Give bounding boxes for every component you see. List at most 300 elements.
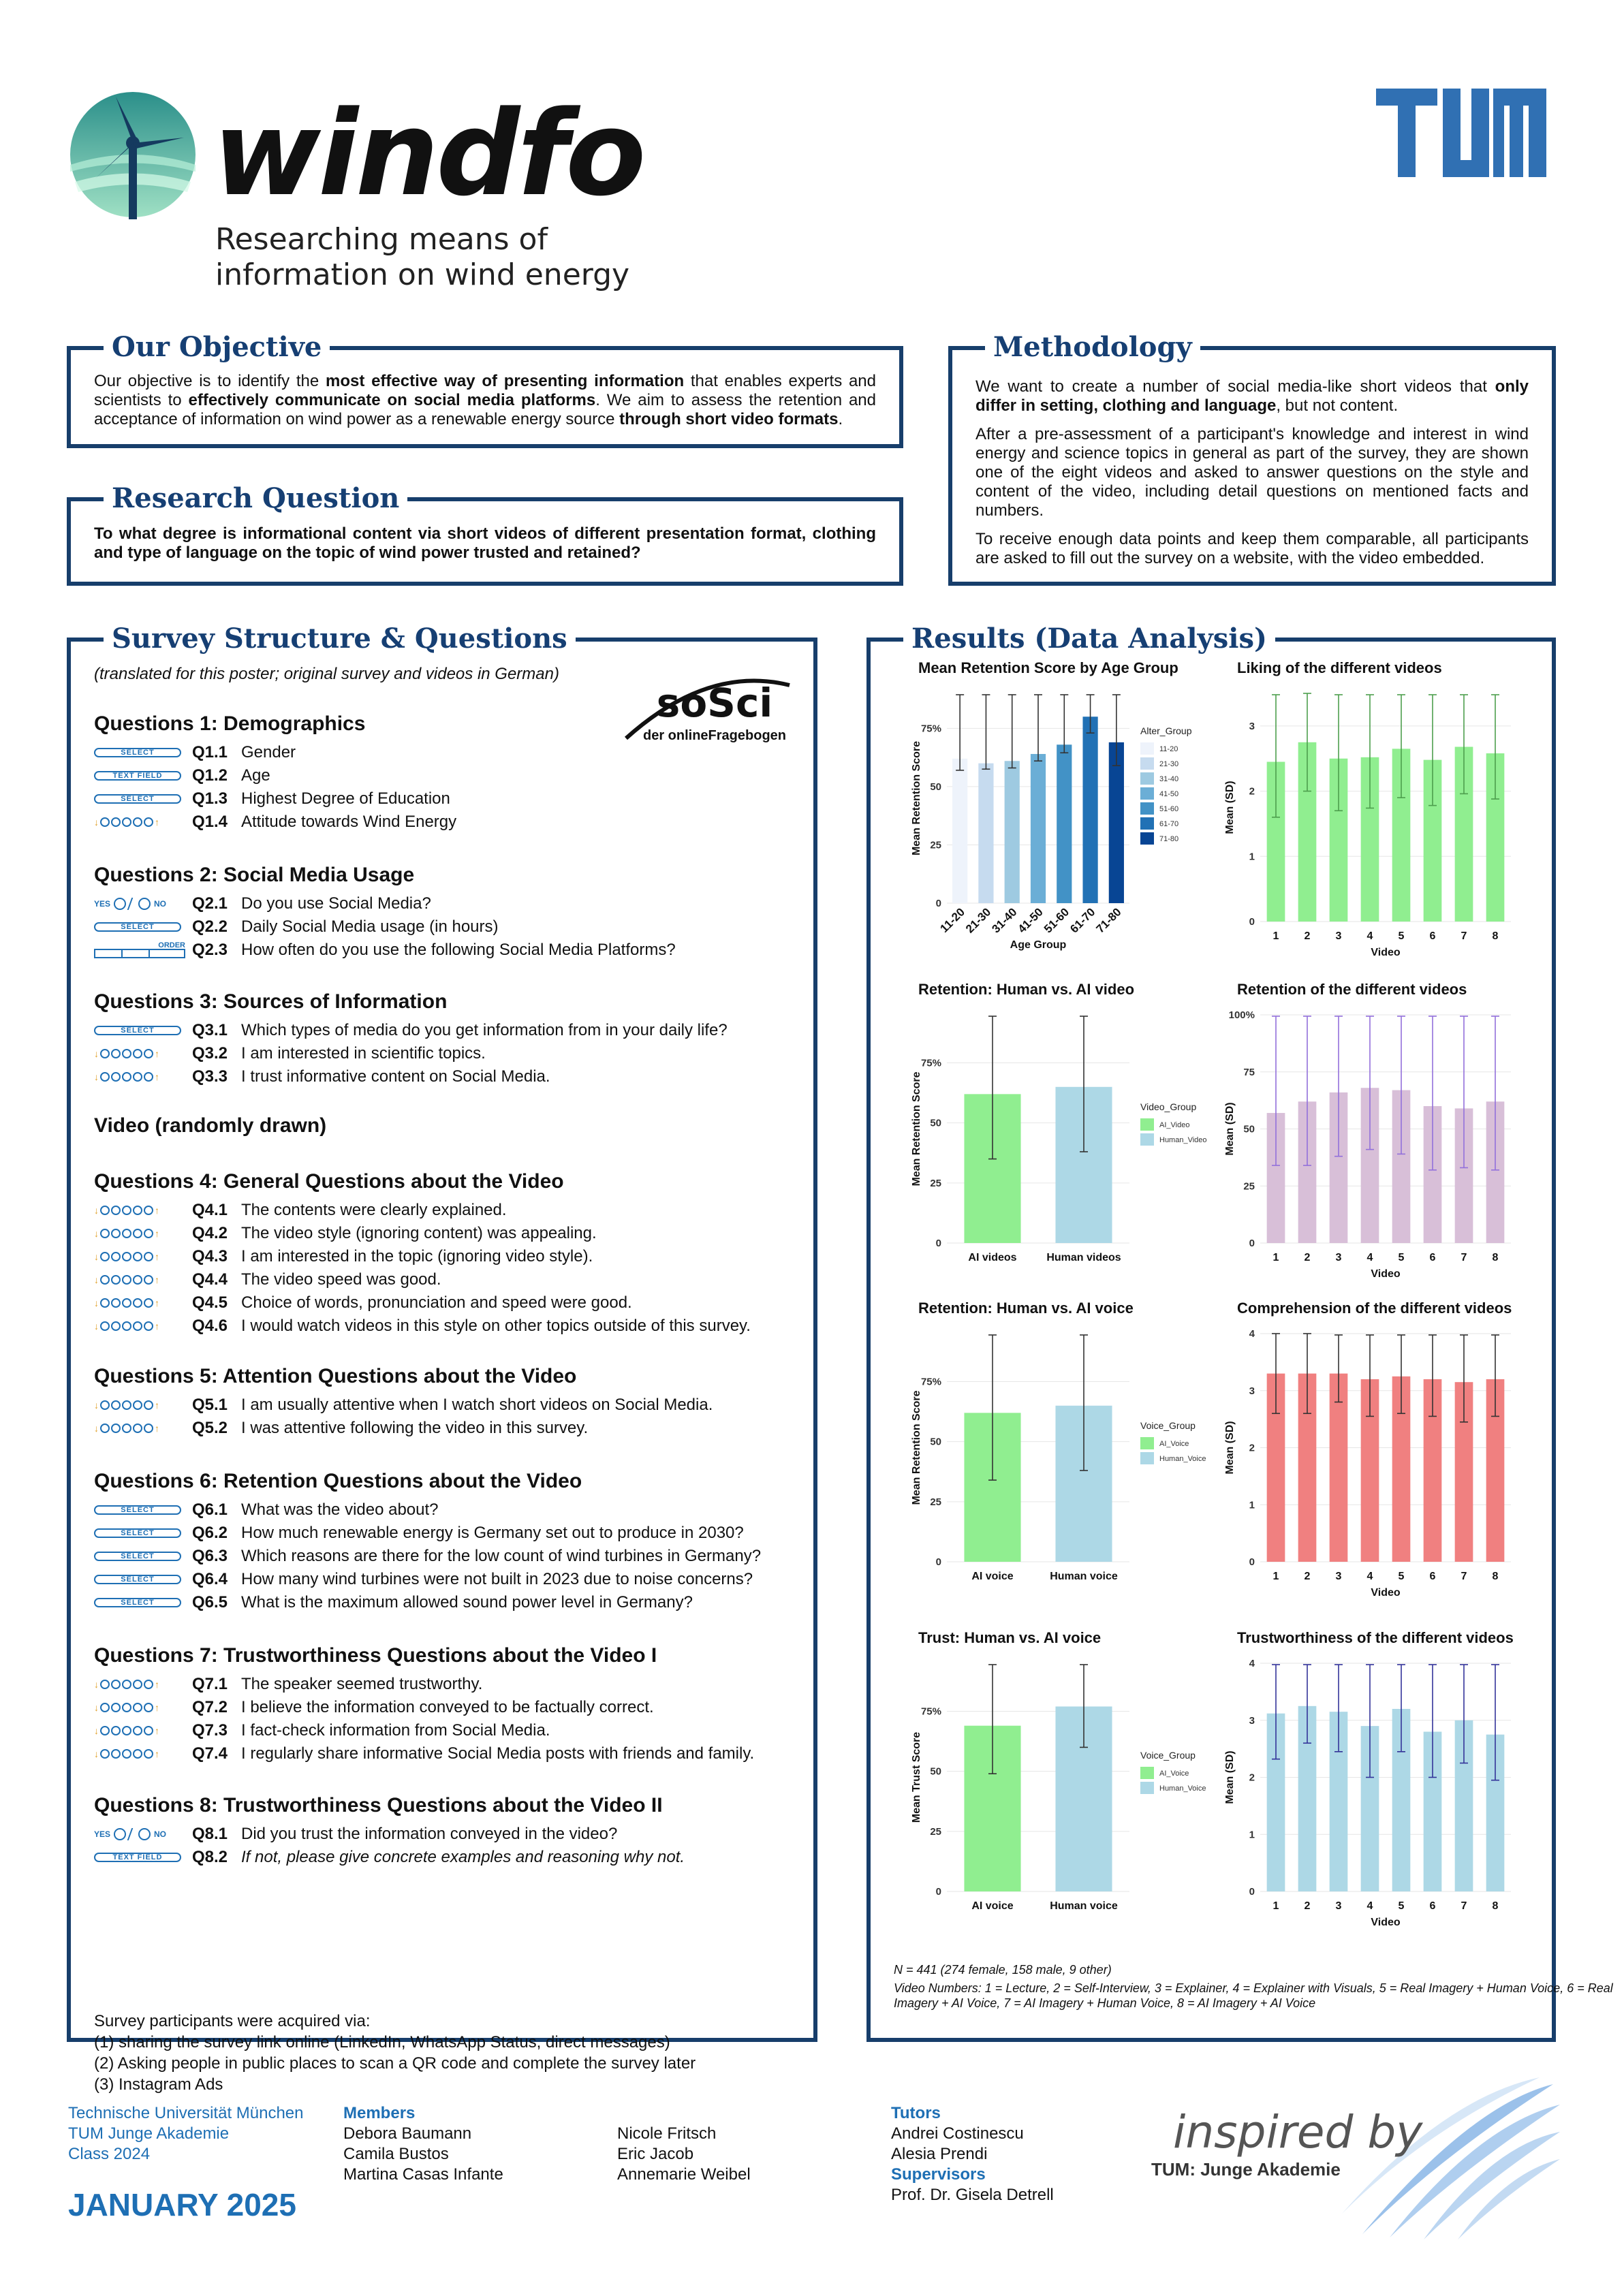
question-text: I regularly share informative Social Media posts with friends and family. [241,1744,755,1763]
x-tick-label: 5 [1398,930,1405,942]
footer-tutors: Tutors Andrei Costinescu Alesia Prendi Supervisors Prof. Dr. Gisela Detrell [891,2104,1054,2204]
legend-label: AI_Voice [1159,1440,1189,1448]
chart-svg [1218,981,1521,1280]
select-icon: SELECT [94,1501,189,1519]
y-axis-label: Mean (SD) [1224,1102,1236,1156]
select-icon: SELECT [94,744,189,761]
question-text: I believe the information conveyed to be factually correct. [241,1698,654,1716]
question-row [94,1222,802,1245]
x-tick-label: 4 [1367,930,1373,942]
question-row [94,939,802,962]
x-tick-label: AI voice [971,1571,1014,1582]
question-row [94,915,802,939]
select-icon: SELECT [94,1547,189,1565]
section-heading: Questions 1: Demographics [94,712,366,735]
question-text: Daily Social Media usage (in hours) [241,917,499,936]
x-tick-label: 7 [1461,1252,1467,1263]
x-tick-label: 5 [1398,1900,1405,1912]
windfo-logo-icon [68,90,198,219]
question-row [94,1417,802,1440]
chart-ret_voice [905,1300,1208,1599]
chart-title: Retention of the different videos [1237,981,1467,998]
question-id: Q3.3 [192,1067,228,1086]
section-heading: Questions 2: Social Media Usage [94,864,415,886]
acquisition-line: (1) sharing the survey link online (LinkedIn, WhatsApp Status, direct messages) [94,2033,670,2051]
chart-svg [1218,1629,1521,1929]
legend-swatch [1140,742,1154,755]
x-tick-label: 7 [1461,1900,1467,1912]
legend-swatch [1140,1118,1154,1131]
inspired-by-text: inspired by [1173,2106,1423,2158]
question-id: Q7.3 [192,1721,228,1740]
likert-scale-icon: ↓ ↑ [94,1702,159,1713]
x-tick-label: 51-60 [1041,905,1072,936]
bar [1005,761,1020,903]
question-row [94,1696,802,1719]
results-footnote-videos: Video Numbers: 1 = Lecture, 2 = Self-Interview, 3 = Explainer, 4 = Explainer with Visuals, 5 = Real Imagery + Human Voice, 6 = Real Imagery + AI Voice, 7 = AI Imagery + Human Voice, 8 = AI Imagery + AI Voice [894,1981,1613,2010]
question-row [94,1019,802,1042]
chart-age [905,659,1208,959]
text-field-icon: TEXT FIELD [94,1849,189,1866]
y-axis-label: Mean (SD) [1224,1421,1236,1475]
likert-scale-icon: ↓ ↑ [94,1071,159,1082]
brand-name: windfo [213,85,644,222]
question-id: Q6.4 [192,1570,228,1588]
y-tick-label: 1 [1249,1829,1255,1841]
x-tick-label: 4 [1367,1571,1373,1582]
legend-label: Human_Voice [1159,1455,1206,1463]
question-id: Q7.4 [192,1744,228,1763]
chart-trustworthiness [1218,1629,1521,1929]
x-tick-label: 3 [1335,1252,1342,1263]
question-text: I am usually attentive when I watch short videos on Social Media. [241,1396,713,1414]
methodology-text: We want to create a number of social media-like short videos that only differ in setting, clothing and language, but not content. After a pre-assessment of a participant's knowledge and interest in wind energy and science topics in general as part of the survey, they are shown one of the eight videos and asked to answer questions on the style and content of the video, including detail questions on mentioned facts and numbers. To receive enough data points and keep them comparable, all participants are asked to fill out the survey on a website, with the video embedded. [975,377,1529,567]
x-tick-label: Human videos [1046,1252,1121,1263]
section-heading: Questions 3: Sources of Information [94,990,448,1013]
question-row [94,1394,802,1417]
svg-text:ORDER: ORDER [158,941,185,949]
question-row [94,764,802,787]
x-tick-label: AI voice [971,1900,1014,1912]
legend-label: AI_Video [1159,1121,1190,1129]
research-question-box [67,482,903,586]
svg-text:der onlineFragebogen: der onlineFragebogen [642,728,787,743]
question-id: Q4.1 [192,1201,228,1219]
inspired-by-org: TUM: Junge Akademie [1151,2159,1341,2180]
likert-scale-icon: ↓ ↑ [94,1679,159,1690]
bar [952,759,967,903]
chart-title: Retention: Human vs. AI video [918,981,1135,998]
y-tick-label: 0 [935,1238,941,1249]
chart-trust_voice [905,1629,1208,1929]
x-tick-label: 4 [1367,1252,1373,1263]
y-tick-label: 50 [930,1436,941,1448]
question-text: The speaker seemed trustworthy. [241,1675,483,1693]
x-tick-label: 1 [1272,930,1279,942]
section-heading: Questions 8: Trustworthiness Questions about the Video II [94,1794,663,1817]
y-tick-label: 0 [1249,1886,1255,1898]
y-axis-label: Mean Retention Score [911,1071,922,1186]
research-question-title: Research Question [104,481,407,516]
question-id: Q4.6 [192,1317,228,1335]
x-tick-label: Human voice [1050,1900,1118,1912]
question-id: Q8.2 [192,1848,228,1866]
x-tick-label: 3 [1335,1571,1342,1582]
y-tick-label: 0 [1249,1556,1255,1568]
chart-title: Trustworthiness of the different videos [1237,1629,1514,1646]
x-tick-label: 5 [1398,1571,1405,1582]
x-tick-label: 1 [1272,1900,1279,1912]
question-text: I am interested in the topic (ignoring video style). [241,1247,593,1265]
y-tick-label: 50 [930,1117,941,1129]
legend-swatch [1140,1782,1154,1794]
question-row [94,1522,802,1545]
y-tick-label: 75% [920,1057,941,1069]
acquisition-line: (2) Asking people in public places to scan a QR code and complete the survey later [94,2054,696,2073]
legend-label: Human_Voice [1159,1784,1206,1793]
survey-box [67,623,817,2094]
y-tick-label: 100% [1228,1009,1255,1021]
x-tick-label: 41-50 [1015,905,1046,936]
survey-note: (translated for this poster; original survey and videos in German) [94,665,559,683]
acquisition-line: Survey participants were acquired via: [94,2012,371,2030]
chart-title: Mean Retention Score by Age Group [918,659,1178,676]
x-tick-label: 2 [1304,930,1311,942]
question-text: Which reasons are there for the low count of wind turbines in Germany? [241,1547,762,1565]
x-tick-label: AI videos [968,1252,1017,1263]
question-text: Highest Degree of Education [241,789,450,808]
likert-scale-icon: ↓ ↑ [94,1748,159,1759]
legend-label: 61-70 [1159,820,1179,828]
y-tick-label: 3 [1249,720,1255,732]
question-row [94,1042,802,1065]
question-text: Choice of words, pronunciation and speed were good. [241,1293,632,1312]
question-text: Gender [241,743,296,761]
chart-title: Trust: Human vs. AI voice [918,1629,1102,1646]
y-tick-label: 75% [920,723,941,735]
y-tick-label: 0 [935,1556,941,1568]
select-icon: SELECT [94,1594,189,1611]
x-tick-label: 2 [1304,1900,1311,1912]
legend-swatch [1140,832,1154,845]
question-text: If not, please give concrete examples and reasoning why not. [241,1848,685,1866]
question-row [94,811,802,834]
y-tick-label: 2 [1249,1772,1255,1784]
legend-swatch [1140,1437,1154,1449]
tagline-line-2: information on wind energy [215,257,630,292]
section-heading: Questions 5: Attention Questions about the Video [94,1365,577,1387]
question-text: I am interested in scientific topics. [241,1044,486,1063]
sosci-logo-icon [612,672,803,746]
question-text: I trust informative content on Social Media. [241,1067,550,1086]
chart-title: Comprehension of the different videos [1237,1300,1512,1317]
legend-label: 71-80 [1159,835,1179,843]
question-row [94,1291,802,1315]
question-id: Q4.2 [192,1224,228,1242]
legend-title: Voice_Group [1140,1750,1196,1761]
legend-title: Alter_Group [1140,725,1192,736]
select-icon: SELECT [94,1022,189,1039]
x-tick-label: 1 [1272,1571,1279,1582]
y-tick-label: 25 [930,1177,941,1189]
legend-swatch [1140,802,1154,815]
question-id: Q2.1 [192,894,228,913]
question-id: Q5.1 [192,1396,228,1414]
y-tick-label: 25 [930,1496,941,1508]
y-axis-label: Mean Retention Score [911,1390,922,1505]
question-row [94,1591,802,1614]
question-text: How many wind turbines were not built in 2023 due to noise concerns? [241,1570,753,1588]
question-row [94,892,802,915]
question-row [94,1673,802,1696]
question-id: Q4.4 [192,1270,228,1289]
chart-liking [1218,659,1521,959]
question-id: Q4.3 [192,1247,228,1265]
question-id: Q7.1 [192,1675,228,1693]
bar [1057,744,1072,903]
question-id: Q2.2 [192,917,228,936]
y-tick-label: 75% [920,1376,941,1388]
legend-swatch [1140,787,1154,800]
bar [978,764,993,903]
y-tick-label: 50 [930,781,941,793]
chart-svg [905,1300,1208,1599]
x-tick-label: 6 [1429,930,1436,942]
question-text: Did you trust the information conveyed in the video? [241,1825,618,1843]
acquisition-text [94,2011,696,2095]
question-row [94,1568,802,1591]
question-id: Q7.2 [192,1698,228,1716]
methodology-title: Methodology [985,330,1200,365]
likert-scale-icon: ↓ ↑ [94,1048,159,1059]
likert-scale-icon: ↓ ↑ [94,1205,159,1216]
legend-label: 21-30 [1159,760,1179,768]
section-heading: Video (randomly drawn) [94,1114,327,1137]
chart-svg [905,1629,1208,1929]
section-heading: Questions 4: General Questions about the Video [94,1170,564,1193]
question-row [94,741,802,764]
x-tick-label: Human voice [1050,1571,1118,1582]
legend-label: Human_Video [1159,1136,1207,1144]
research-question-text: To what degree is informational content via short videos of different presentation format, clothing and type of language on the topic of wind power trusted and retained? [94,524,876,562]
tum-logo-icon [1376,89,1546,177]
x-tick-label: 61-70 [1067,905,1098,936]
tagline-line-1: Researching means of [215,222,548,257]
y-tick-label: 3 [1249,1385,1255,1397]
select-icon: SELECT [94,918,189,936]
y-tick-label: 1 [1249,851,1255,863]
y-axis-label: Mean Trust Score [911,1731,922,1823]
question-id: Q3.1 [192,1021,228,1039]
select-icon: SELECT [94,1571,189,1588]
question-id: Q6.1 [192,1500,228,1519]
legend-label: 41-50 [1159,790,1179,798]
y-tick-label: 25 [1243,1180,1255,1193]
x-axis-label: Age Group [1010,939,1067,951]
yes-no-icon: YES NO [94,1829,167,1839]
question-id: Q6.5 [192,1593,228,1611]
footer-university: Technische Universität München TUM Junge Akademie Class 2024 [68,2104,304,2163]
x-axis-label: Video [1371,1268,1401,1280]
objective-box [67,331,903,448]
question-text: I was attentive following the video in this survey. [241,1419,589,1437]
chart-comprehension [1218,1300,1521,1599]
x-tick-label: 1 [1272,1252,1279,1263]
chart-svg [1218,659,1521,959]
question-id: Q5.2 [192,1419,228,1437]
question-row [94,1742,802,1765]
y-axis-label: Mean (SD) [1224,781,1236,834]
question-text: The contents were clearly explained. [241,1201,507,1219]
results-footnote-n: N = 441 (274 female, 158 male, 9 other) [894,1963,1112,1977]
bar [1082,717,1097,903]
x-tick-label: 7 [1461,930,1467,942]
x-tick-label: 11-20 [937,905,967,935]
question-id: Q1.1 [192,743,228,761]
question-id: Q6.2 [192,1524,228,1542]
y-axis-label: Mean (SD) [1224,1750,1236,1804]
question-row [94,1823,802,1846]
legend-label: 11-20 [1159,745,1178,753]
y-tick-label: 0 [1249,1238,1255,1249]
wing-icon [1335,2077,1567,2241]
question-row [94,1498,802,1522]
question-row [94,1065,802,1088]
question-text: What is the maximum allowed sound power level in Germany? [241,1593,693,1611]
chart-svg [905,659,1208,959]
question-row [94,1846,802,1869]
question-text: Age [241,766,270,785]
text-field-icon: TEXT FIELD [94,767,189,785]
chart-ret_videos [1218,981,1521,1280]
x-tick-label: 7 [1461,1571,1467,1582]
question-id: Q6.3 [192,1547,228,1565]
question-id: Q8.1 [192,1825,228,1843]
legend-swatch [1140,757,1154,770]
legend-swatch [1140,1767,1154,1779]
question-id: Q1.4 [192,813,228,831]
results-title: Results (Data Analysis) [903,621,1275,657]
methodology-box [948,331,1556,586]
x-axis-label: Video [1371,1917,1401,1928]
likert-scale-icon: ↓ ↑ [94,1321,159,1332]
question-text: How often do you use the following Social Media Platforms? [241,941,676,959]
tagline [215,222,733,293]
likert-scale-icon: ↓ ↑ [94,817,159,828]
question-text: Attitude towards Wind Energy [241,813,457,831]
x-tick-label: 2 [1304,1571,1311,1582]
y-tick-label: 4 [1249,1328,1255,1340]
legend-label: 51-60 [1159,805,1179,813]
question-text: The video style (ignoring content) was appealing. [241,1224,597,1242]
objective-text: Our objective is to identify the most effective way of presenting information that enables experts and scientists to effectively communicate on social media platforms. We aim to assess the retention and acceptance of information on wind power as a renewable energy source through short video formats. [94,372,876,428]
x-tick-label: 6 [1429,1900,1436,1912]
likert-scale-icon: ↓ ↑ [94,1251,159,1262]
question-row [94,1245,802,1268]
bar [1031,754,1046,903]
chart-svg [905,981,1208,1280]
question-text: I fact-check information from Social Media. [241,1721,550,1740]
x-tick-label: 8 [1492,930,1499,942]
likert-scale-icon: ↓ ↑ [94,1228,159,1239]
question-row [94,1719,802,1742]
section-heading: Questions 6: Retention Questions about the Video [94,1470,582,1492]
question-id: Q4.5 [192,1293,228,1312]
y-tick-label: 0 [935,898,941,909]
likert-scale-icon: ↓ ↑ [94,1298,159,1308]
legend-swatch [1140,1452,1154,1464]
survey-title: Survey Structure & Questions [104,621,576,657]
chart-title: Retention: Human vs. AI voice [918,1300,1134,1317]
x-axis-label: Video [1371,1587,1401,1599]
footer-members: Members Debora Baumann Camila Bustos Martina Casas Infante [343,2104,503,2184]
x-tick-label: 8 [1492,1900,1499,1912]
x-tick-label: 6 [1429,1571,1436,1582]
question-row [94,1315,802,1338]
question-row [94,1199,802,1222]
x-tick-label: 6 [1429,1252,1436,1263]
y-tick-label: 25 [930,1825,941,1838]
section-heading: Questions 7: Trustworthiness Questions about the Video I [94,1644,657,1667]
y-axis-label: Mean Retention Score [911,740,922,856]
x-tick-label: 31-40 [989,905,1020,936]
likert-scale-icon: ↓ ↑ [94,1274,159,1285]
question-text: The video speed was good. [241,1270,441,1289]
question-text: Do you use Social Media? [241,894,431,913]
yes-no-icon: YES NO [94,899,167,909]
question-id: Q3.2 [192,1044,228,1063]
x-tick-label: 5 [1398,1252,1405,1263]
select-icon: SELECT [94,1524,189,1542]
results-box [866,623,1613,2042]
select-icon: SELECT [94,790,189,808]
objective-title: Our Objective [104,330,330,365]
x-tick-label: 3 [1335,1900,1342,1912]
question-text: How much renewable energy is Germany set out to produce in 2030? [241,1524,744,1542]
y-tick-label: 75% [920,1705,941,1718]
y-tick-label: 0 [935,1886,941,1898]
x-tick-label: 2 [1304,1252,1311,1263]
y-tick-label: 50 [930,1765,941,1778]
question-row [94,1268,802,1291]
question-text: Which types of media do you get information from in your daily life? [241,1021,728,1039]
question-row [94,787,802,811]
y-tick-label: 1 [1249,1499,1255,1511]
x-tick-label: 8 [1492,1252,1499,1263]
y-tick-label: 4 [1249,1658,1255,1669]
legend-swatch [1140,1133,1154,1146]
question-row [94,1545,802,1568]
chart-svg [1218,1300,1521,1599]
x-tick-label: 4 [1367,1900,1373,1912]
x-tick-label: 71-80 [1093,905,1124,936]
likert-scale-icon: ↓ ↑ [94,1400,159,1411]
legend-label: AI_Voice [1159,1770,1189,1778]
question-id: Q1.3 [192,789,228,808]
y-tick-label: 25 [930,839,941,851]
legend-label: 31-40 [1159,775,1179,783]
likert-scale-icon: ↓ ↑ [94,1423,159,1434]
footer-members-col2: Nicole Fritsch Eric Jacob Annemarie Weibel [617,2124,751,2184]
svg-text:soSci: soSci [656,680,773,726]
bar [1109,742,1124,903]
legend-swatch [1140,817,1154,830]
order-icon [94,941,189,959]
question-id: Q2.3 [192,941,228,959]
question-id: Q1.2 [192,766,228,785]
poster-date: JANUARY 2025 [68,2187,296,2222]
legend-swatch [1140,772,1154,785]
